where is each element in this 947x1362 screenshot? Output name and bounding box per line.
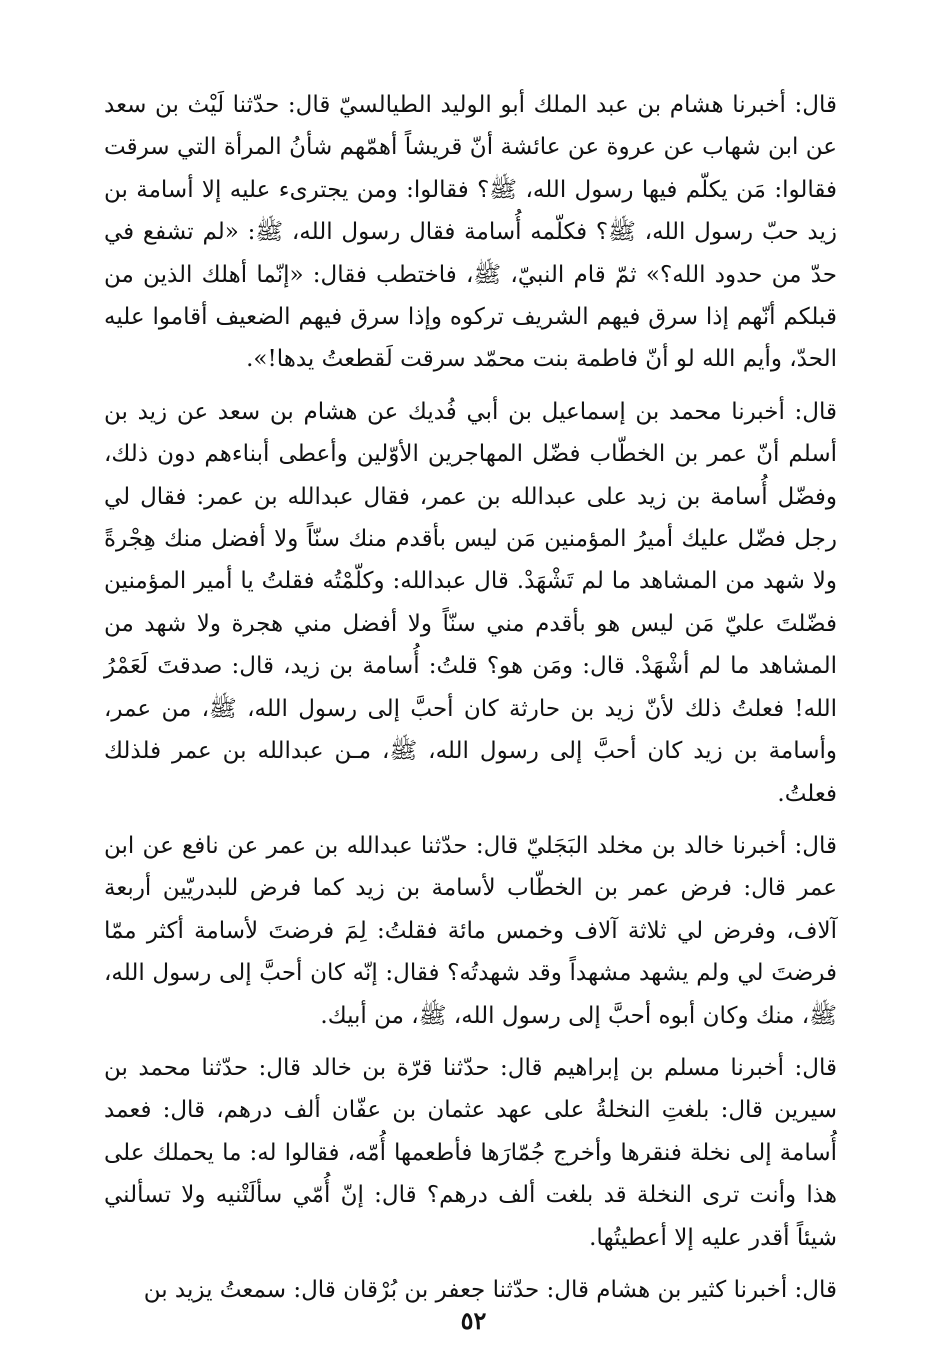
page-body-text (104, 84, 837, 1321)
paragraph-continued: قال: أخبرنا كثير بن هشام قال: حدّثنا جعفر بن بُرْقان قال: سمعتُ يزيد بن (143, 1276, 837, 1303)
paragraph-palm-tree: قال: أخبرنا مسلم بن إبراهيم قال: حدّثنا قرّة بن خالد قال: حدّثنا محمد بن سيرين قال: بلغتِ النخلةُ على عهد عثمان بن عفّان ألف درهم، قال: فعمد أُسامة إلى نخلة فنقرها وأخرج جُمّارَها فأطعمها أُمّه، فقالوا له: ما يحملك على هذا وأنت ترى النخلة قد بلغت ألف درهم؟ قال: إنّ أُمّي سألَتْنيه ولا تسألني شيئاً أقدر عليه إلا أعطيتُها. (104, 1054, 837, 1251)
paragraph-usama-intercession: قال: أخبرنا هشام بن عبد الملك أبو الوليد الطيالسيّ قال: حدّثنا لَيْث بن سعد عن ابن شهاب عن عروة عن عائشة أنّ قريشاً أهمّهم شأنُ المرأة التي سرقت فقالوا: مَن يكلّم فيها رسول الله، ﷺ؟ فقالوا: ومن يجترىء عليه إلا أسامة بن زيد حبّ رسول الله، ﷺ؟ فكلّمه أُسامة فقال رسول الله، ﷺ: «لم تشفع في حدّ من حدود الله؟» ثمّ قام النبيّ، ﷺ، فاختطب فقال: «إنّما أهلك الذين من قبلكم أنّهم إذا سرق فيهم الشريف تركوه وإذا سرق فيهم الضعيف أقاموا عليه الحدّ، وأيم الله لو أنّ فاطمة بنت محمّد سرقت لَقطعتُ يدها!». (104, 92, 837, 373)
page-number: ٥٢ (460, 1306, 487, 1335)
paragraph-stipend: قال: أخبرنا خالد بن مخلد البَجَليّ قال: حدّثنا عبدالله بن عمر عن نافع عن ابن عمر قال: فرض عمر بن الخطّاب لأسامة بن زيد كما فرض للبدريّين أربعة آلاف، وفرض لي ثلاثة آلاف وخمس مائة فقلتُ: لِمَ فرضتَ لأسامة أكثر ممّا فرضتَ لي ولم يشهد مشهداً وقد شهدتُه؟ فقال: إنّه كان أحبَّ إلى رسول الله، ﷺ، منك وكان أبوه أحبَّ إلى رسول الله، ﷺ، من أبيك. (104, 832, 837, 1029)
paragraph-umar-preference: قال: أخبرنا محمد بن إسماعيل بن أبي فُديك عن هشام بن سعد عن زيد بن أسلم أنّ عمر بن الخطّاب فضّل المهاجرين الأوّلين وأعطى أبناءهم دون ذلك، وفضّل أُسامة بن زيد على عبدالله بن عمر، فقال عبدالله بن عمر: فقال لي رجل فضّل عليك أميرُ المؤمنين مَن ليس بأقدم منك سنّاً ولا أفضل منك هِجْرةً ولا شهد من المشاهد ما لم تَشْهَدْ. قال عبدالله: وكلّمْتُه فقلتُ يا أمير المؤمنين فضّلتَ عليّ مَن ليس هو بأقدم مني سنّاً ولا أفضل مني هجرة ولا شهد من المشاهد ما لم أشْهَدْ. قال: ومَن هو؟ قلتُ: أُسامة بن زيد، قال: صدقتَ لَعَمْرُ الله! فعلتُ ذلك لأنّ زيد بن حارثة كان أحبَّ إلى رسول الله، ﷺ، من عمر، وأسامة بن زيد كان أحبَّ إلى رسول الله، ﷺ، مـن عبدالله بن عمر فلذلك فعلتُ. (104, 398, 837, 807)
